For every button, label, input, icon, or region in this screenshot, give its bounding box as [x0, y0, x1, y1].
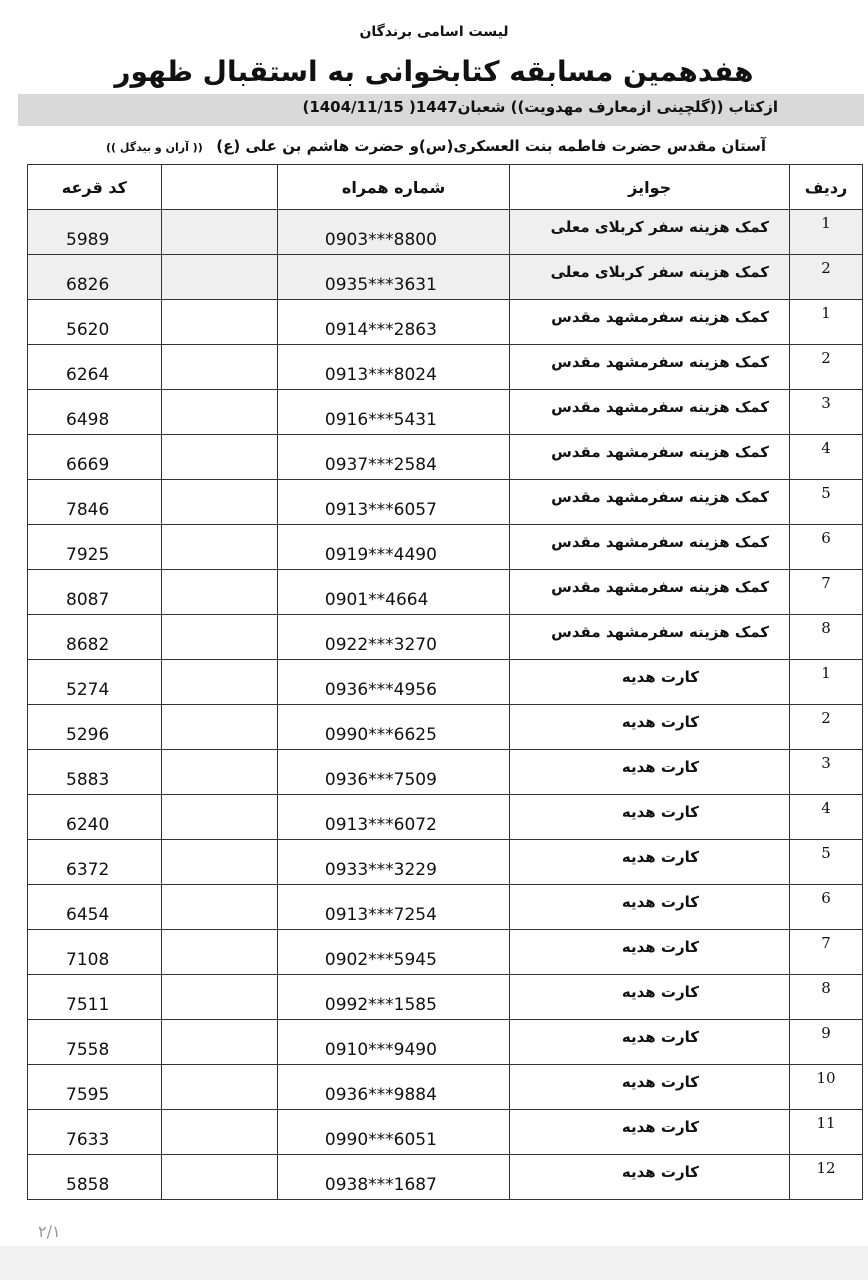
row-number-cell: [790, 705, 863, 750]
blank-cell: [161, 750, 277, 795]
blank-cell: [161, 840, 277, 885]
row-number: 11: [816, 1114, 836, 1132]
header-row-number: ردیف: [790, 165, 863, 210]
winners-table: [27, 164, 863, 1200]
prize-name: کمک هزینه سفر کربلای معلی: [550, 218, 769, 236]
prize-name: کمک هزینه سفرمشهد مقدس: [551, 578, 769, 596]
code-cell: [28, 1065, 162, 1110]
phone-cell: [277, 525, 509, 570]
code-cell: [28, 1155, 162, 1200]
prize-name: کارت هدیه: [621, 713, 699, 731]
lottery-code: 5858: [66, 1175, 110, 1195]
prize-cell: [510, 480, 790, 525]
mobile-number: 0936***9884: [324, 1085, 437, 1105]
row-number-cell: [790, 795, 863, 840]
prize-name: کارت هدیه: [621, 893, 699, 911]
lottery-code: 7108: [66, 950, 110, 970]
header-blank: [161, 165, 277, 210]
code-cell: [28, 975, 162, 1020]
blank-cell: [161, 210, 277, 255]
blank-cell: [161, 705, 277, 750]
contest-title: هفدهمین مسابقه کتابخوانی به استقبال ظهور: [114, 55, 754, 88]
row-number: 7: [821, 574, 831, 592]
prize-cell: [510, 435, 790, 480]
blank-cell: [161, 570, 277, 615]
lottery-code: 6498: [66, 410, 110, 430]
table-row: [28, 750, 863, 795]
row-number: 12: [816, 1159, 836, 1177]
phone-cell: [277, 975, 509, 1020]
mobile-number: 0913***6057: [324, 500, 437, 520]
blank-cell: [161, 435, 277, 480]
phone-cell: [277, 840, 509, 885]
lottery-code: 5296: [66, 725, 110, 745]
code-cell: [28, 885, 162, 930]
lottery-code: 6826: [66, 275, 110, 295]
prize-cell: [510, 1110, 790, 1155]
table-row: [28, 930, 863, 975]
row-number-cell: [790, 210, 863, 255]
phone-cell: [277, 1110, 509, 1155]
code-cell: [28, 930, 162, 975]
table-row: [28, 210, 863, 255]
prize-name: کمک هزینه سفرمشهد مقدس: [551, 443, 769, 461]
mobile-number: 0910***9490: [324, 1040, 437, 1060]
mobile-number: 0990***6625: [324, 725, 437, 745]
blank-cell: [161, 1020, 277, 1065]
header-prizes: جوایز: [510, 165, 790, 210]
row-number: 2: [821, 349, 831, 367]
phone-cell: [277, 255, 509, 300]
prize-name: کمک هزینه سفرمشهد مقدس: [551, 623, 769, 641]
mobile-number: 0913***7254: [324, 905, 437, 925]
row-number: 5: [821, 484, 831, 502]
row-number: 2: [821, 259, 831, 277]
book-source-line: ازکتاب ((گلچینی ازمعارف مهدویت)) شعبان1447( 1404/11/15): [302, 98, 778, 116]
row-number-cell: [790, 1065, 863, 1110]
table-row: [28, 975, 863, 1020]
table-row: [28, 1110, 863, 1155]
page-number: ۲/۱: [38, 1222, 61, 1241]
prize-cell: [510, 795, 790, 840]
prize-name: کارت هدیه: [621, 1028, 699, 1046]
lottery-code: 7633: [66, 1130, 110, 1150]
row-number-cell: [790, 390, 863, 435]
row-number: 8: [821, 619, 831, 637]
lottery-code: 5274: [66, 680, 110, 700]
row-number: 9: [821, 1024, 831, 1042]
prize-cell: [510, 660, 790, 705]
code-cell: [28, 615, 162, 660]
organizer-city: (( آران و بیدگل )): [106, 141, 203, 154]
code-cell: [28, 390, 162, 435]
row-number-cell: [790, 975, 863, 1020]
prize-name: کارت هدیه: [621, 983, 699, 1001]
row-number: 7: [821, 934, 831, 952]
lottery-code: 6264: [66, 365, 110, 385]
phone-cell: [277, 1155, 509, 1200]
phone-cell: [277, 1065, 509, 1110]
lottery-code: 8682: [66, 635, 110, 655]
phone-cell: [277, 660, 509, 705]
row-number-cell: [790, 1110, 863, 1155]
phone-cell: [277, 435, 509, 480]
mobile-number: 0936***4956: [324, 680, 437, 700]
prize-name: کمک هزینه سفرمشهد مقدس: [551, 353, 769, 371]
code-cell: [28, 795, 162, 840]
prize-cell: [510, 1155, 790, 1200]
table-row: [28, 255, 863, 300]
prize-cell: [510, 975, 790, 1020]
row-number-cell: [790, 345, 863, 390]
prize-cell: [510, 390, 790, 435]
phone-cell: [277, 885, 509, 930]
code-cell: [28, 300, 162, 345]
prize-cell: [510, 345, 790, 390]
prize-name: کمک هزینه سفرمشهد مقدس: [551, 308, 769, 326]
lottery-code: 5620: [66, 320, 110, 340]
row-number-cell: [790, 660, 863, 705]
code-cell: [28, 525, 162, 570]
lottery-code: 8087: [66, 590, 110, 610]
row-number: 4: [821, 799, 831, 817]
row-number: 1: [821, 304, 831, 322]
blank-cell: [161, 480, 277, 525]
prize-name: کمک هزینه سفرمشهد مقدس: [551, 488, 769, 506]
phone-cell: [277, 930, 509, 975]
row-number-cell: [790, 615, 863, 660]
lottery-code: 7925: [66, 545, 110, 565]
blank-cell: [161, 795, 277, 840]
table-row: [28, 705, 863, 750]
code-cell: [28, 480, 162, 525]
table-row: [28, 345, 863, 390]
prize-cell: [510, 255, 790, 300]
code-cell: [28, 1110, 162, 1155]
mobile-number: 0919***4490: [324, 545, 437, 565]
table-row: [28, 1020, 863, 1065]
row-number-cell: [790, 570, 863, 615]
lottery-code: 6240: [66, 815, 110, 835]
prize-cell: [510, 1065, 790, 1110]
prize-cell: [510, 930, 790, 975]
blank-cell: [161, 390, 277, 435]
phone-cell: [277, 1020, 509, 1065]
row-number: 6: [821, 889, 831, 907]
row-number-cell: [790, 1155, 863, 1200]
code-cell: [28, 255, 162, 300]
phone-cell: [277, 570, 509, 615]
prize-name: کارت هدیه: [621, 1118, 699, 1136]
blank-cell: [161, 1155, 277, 1200]
code-cell: [28, 345, 162, 390]
organizer-line: [106, 136, 766, 155]
prize-cell: [510, 300, 790, 345]
row-number-cell: [790, 930, 863, 975]
row-number: 1: [821, 214, 831, 232]
table-row: [28, 390, 863, 435]
phone-cell: [277, 480, 509, 525]
row-number-cell: [790, 300, 863, 345]
row-number: 5: [821, 844, 831, 862]
list-title: لیست اسامی برندگان: [359, 24, 509, 40]
mobile-number: 0902***5945: [324, 950, 437, 970]
mobile-number: 0937***2584: [324, 455, 437, 475]
mobile-number: 0922***3270: [324, 635, 437, 655]
prize-cell: [510, 1020, 790, 1065]
row-number-cell: [790, 525, 863, 570]
table-row: [28, 480, 863, 525]
prize-name: کارت هدیه: [621, 668, 699, 686]
table-row: [28, 570, 863, 615]
mobile-number: 0990***6051: [324, 1130, 437, 1150]
header-lottery-code: کد قرعه: [28, 165, 162, 210]
prize-cell: [510, 885, 790, 930]
lottery-code: 7595: [66, 1085, 110, 1105]
prize-name: کارت هدیه: [621, 1163, 699, 1181]
prize-name: کارت هدیه: [621, 1073, 699, 1091]
lottery-code: 5883: [66, 770, 110, 790]
header-mobile-number: شماره همراه: [277, 165, 509, 210]
row-number: 6: [821, 529, 831, 547]
table-row: [28, 795, 863, 840]
mobile-number: 0914***2863: [324, 320, 437, 340]
table-row: [28, 525, 863, 570]
blank-cell: [161, 525, 277, 570]
row-number-cell: [790, 1020, 863, 1065]
lottery-code: 7846: [66, 500, 110, 520]
organizer-name: آستان مقدس حضرت فاطمه بنت العسکری(س)و حضرت هاشم بن علی (ع): [216, 137, 766, 155]
prize-cell: [510, 525, 790, 570]
table-header-row: [28, 165, 863, 210]
phone-cell: [277, 345, 509, 390]
prize-cell: [510, 615, 790, 660]
prize-name: کمک هزینه سفر کربلای معلی: [550, 263, 769, 281]
code-cell: [28, 840, 162, 885]
table-row: [28, 435, 863, 480]
prize-name: کارت هدیه: [621, 758, 699, 776]
blank-cell: [161, 660, 277, 705]
phone-cell: [277, 300, 509, 345]
phone-cell: [277, 210, 509, 255]
row-number-cell: [790, 255, 863, 300]
mobile-number: 0903***8800: [324, 230, 437, 250]
row-number-cell: [790, 840, 863, 885]
code-cell: [28, 750, 162, 795]
code-cell: [28, 210, 162, 255]
row-number: 1: [821, 664, 831, 682]
mobile-number: 0913***8024: [324, 365, 437, 385]
table-row: [28, 840, 863, 885]
prize-cell: [510, 840, 790, 885]
table-row: [28, 885, 863, 930]
lottery-code: 7558: [66, 1040, 110, 1060]
code-cell: [28, 1020, 162, 1065]
row-number-cell: [790, 750, 863, 795]
lottery-code: 6454: [66, 905, 110, 925]
blank-cell: [161, 1065, 277, 1110]
mobile-number: 0901**4664: [324, 590, 429, 610]
lottery-code: 6669: [66, 455, 110, 475]
prize-name: کارت هدیه: [621, 848, 699, 866]
blank-cell: [161, 615, 277, 660]
row-number: 3: [821, 394, 831, 412]
phone-cell: [277, 750, 509, 795]
table-row: [28, 1155, 863, 1200]
row-number: 2: [821, 709, 831, 727]
table-row: [28, 615, 863, 660]
prize-cell: [510, 210, 790, 255]
phone-cell: [277, 615, 509, 660]
lottery-code: 6372: [66, 860, 110, 880]
blank-cell: [161, 1110, 277, 1155]
row-number-cell: [790, 480, 863, 525]
blank-cell: [161, 975, 277, 1020]
prize-name: کمک هزینه سفرمشهد مقدس: [551, 533, 769, 551]
blank-cell: [161, 885, 277, 930]
table-row: [28, 1065, 863, 1110]
mobile-number: 0938***1687: [324, 1175, 437, 1195]
blank-cell: [161, 345, 277, 390]
bottom-band: [0, 1246, 868, 1280]
table-row: [28, 660, 863, 705]
mobile-number: 0916***5431: [324, 410, 437, 430]
blank-cell: [161, 255, 277, 300]
blank-cell: [161, 300, 277, 345]
row-number: 4: [821, 439, 831, 457]
code-cell: [28, 435, 162, 480]
code-cell: [28, 660, 162, 705]
prize-cell: [510, 570, 790, 615]
phone-cell: [277, 390, 509, 435]
blank-cell: [161, 930, 277, 975]
row-number-cell: [790, 885, 863, 930]
phone-cell: [277, 795, 509, 840]
lottery-code: 5989: [66, 230, 110, 250]
mobile-number: 0936***7509: [324, 770, 437, 790]
mobile-number: 0935***3631: [324, 275, 437, 295]
lottery-code: 7511: [66, 995, 110, 1015]
phone-cell: [277, 705, 509, 750]
mobile-number: 0933***3229: [324, 860, 437, 880]
prize-cell: [510, 750, 790, 795]
mobile-number: 0913***6072: [324, 815, 437, 835]
row-number: 3: [821, 754, 831, 772]
prize-name: کارت هدیه: [621, 938, 699, 956]
table-row: [28, 300, 863, 345]
row-number-cell: [790, 435, 863, 480]
row-number: 10: [816, 1069, 836, 1087]
row-number: 8: [821, 979, 831, 997]
mobile-number: 0992***1585: [324, 995, 437, 1015]
prize-name: کمک هزینه سفرمشهد مقدس: [551, 398, 769, 416]
table-body: [28, 210, 863, 1200]
prize-cell: [510, 705, 790, 750]
code-cell: [28, 705, 162, 750]
code-cell: [28, 570, 162, 615]
prize-name: کارت هدیه: [621, 803, 699, 821]
